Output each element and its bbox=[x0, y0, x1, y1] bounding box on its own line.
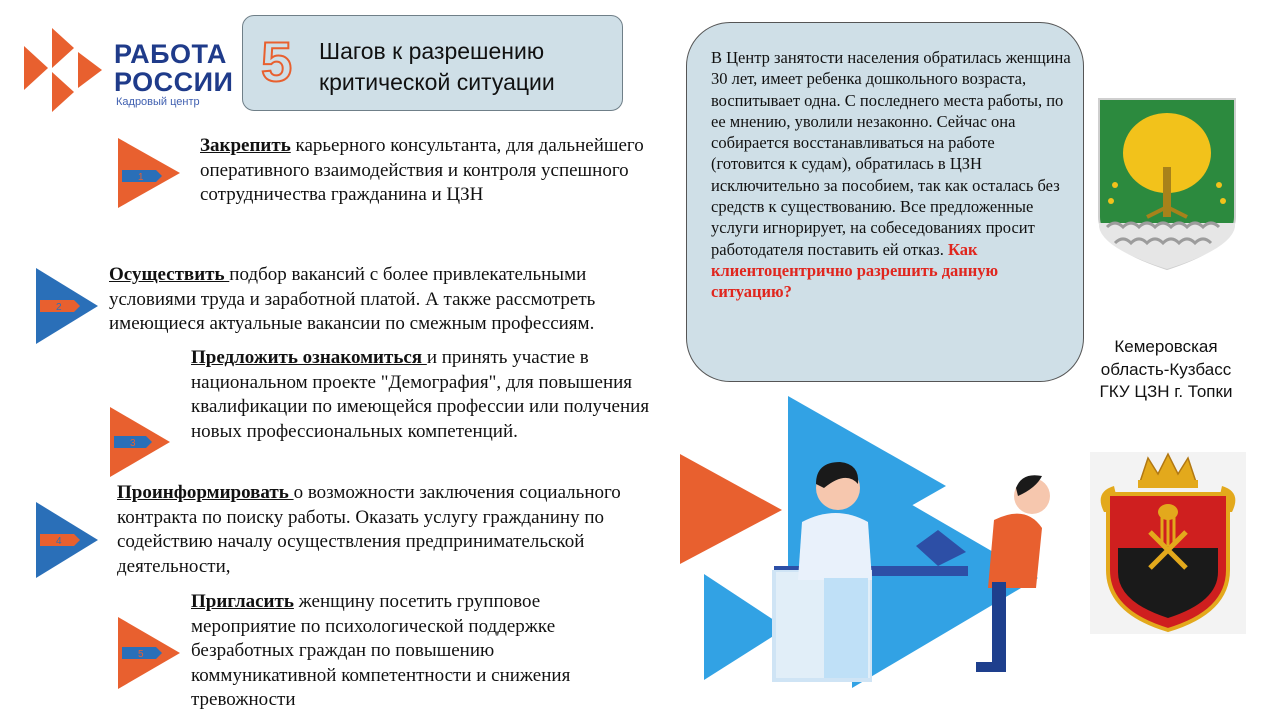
region-line2: область-Кузбасс bbox=[1100, 359, 1232, 379]
step-4-text bbox=[117, 481, 657, 579]
title-box bbox=[242, 15, 623, 111]
step-5-text bbox=[191, 590, 636, 713]
step-1-number: 1 bbox=[138, 172, 144, 183]
step-2-number: 2 bbox=[56, 302, 62, 313]
step-3-body: и принять участие в национальном проекте "Демография", для повышения квалификации по имеющейся профессии или получения новых профессиональных компетенций. bbox=[191, 347, 650, 442]
kuzbass-coat-of-arms-icon bbox=[1090, 452, 1246, 634]
step-3-text bbox=[191, 346, 679, 444]
title-text: Шагов к разрешению критической ситуации bbox=[319, 38, 555, 95]
case-text bbox=[711, 47, 1071, 303]
step-2-arrow-icon bbox=[34, 268, 98, 344]
logo bbox=[22, 26, 237, 116]
region-label bbox=[1086, 336, 1246, 404]
step-2-body: подбор вакансий с более привлекательными условиями труда и заработной платой. А также рассмотреть имеющиеся актуальные вакансии по смежным профессиям. bbox=[109, 264, 596, 334]
step-3-heading: Предложить ознакомиться bbox=[191, 347, 427, 368]
step-5-number: 5 bbox=[138, 649, 144, 660]
title-number: 5 bbox=[261, 30, 293, 93]
step-2-text bbox=[109, 263, 669, 337]
case-question: Как клиентоцентрично разрешить данную ситуацию? bbox=[711, 239, 999, 302]
consultation-illustration bbox=[676, 392, 1056, 692]
step-5-heading: Пригласить bbox=[191, 591, 294, 612]
orange-triangle-shape bbox=[680, 454, 782, 564]
logo-mark-icon bbox=[22, 26, 108, 112]
step-4-body: о возможности заключения социального контракта по поиску работы. Оказать услугу гражданину по содействию началу осуществления предпринимательской деятельности, bbox=[117, 482, 621, 577]
region-line1: Кемеровская bbox=[1114, 337, 1218, 356]
step-4-heading: Проинформировать bbox=[117, 482, 294, 503]
step-1-arrow-icon bbox=[116, 138, 180, 208]
region-line3: ГКУ ЦЗН г. Топки bbox=[1099, 382, 1233, 401]
step-5-arrow-icon bbox=[116, 617, 180, 689]
case-description: В Центр занятости населения обратилась женщина 30 лет, имеет ребенка дошкольного возраста, воспитывает одна. С последнего места работы, по ее мнению, уволили незаконно. Сейчас она собирается восстанавливаться на работе (готовится к судам), обратилась в ЦЗН исключительно за пособием, так как осталась без средств к существованию. Все предложенные услуги игнорирует, на собеседованиях просит работодателя поставить ей отказ. bbox=[711, 48, 1071, 259]
step-1-heading: Закрепить bbox=[200, 135, 291, 156]
topki-coat-of-arms-icon bbox=[1097, 97, 1237, 271]
step-4-arrow-icon bbox=[34, 502, 98, 578]
step-3-arrow-icon bbox=[108, 407, 170, 477]
logo-line2: РОССИИ bbox=[114, 67, 234, 97]
logo-subtitle: Кадровый центр bbox=[116, 96, 200, 108]
case-box bbox=[686, 22, 1084, 382]
step-4-number: 4 bbox=[56, 536, 62, 547]
step-5-body: женщину посетить групповое мероприятие по психологической поддержке безработных граждан по повышению коммуникативной компетентности и снижения тревожности bbox=[191, 591, 571, 710]
step-1-body: карьерного консультанта, для дальнейшего оперативного взаимодействия и контроля успешного сотрудничества гражданина и ЦЗН bbox=[200, 135, 644, 205]
step-2-heading: Осуществить bbox=[109, 264, 230, 285]
step-3-number: 3 bbox=[130, 438, 136, 449]
step-1-text bbox=[200, 134, 678, 208]
logo-line1: РАБОТА bbox=[114, 39, 227, 69]
